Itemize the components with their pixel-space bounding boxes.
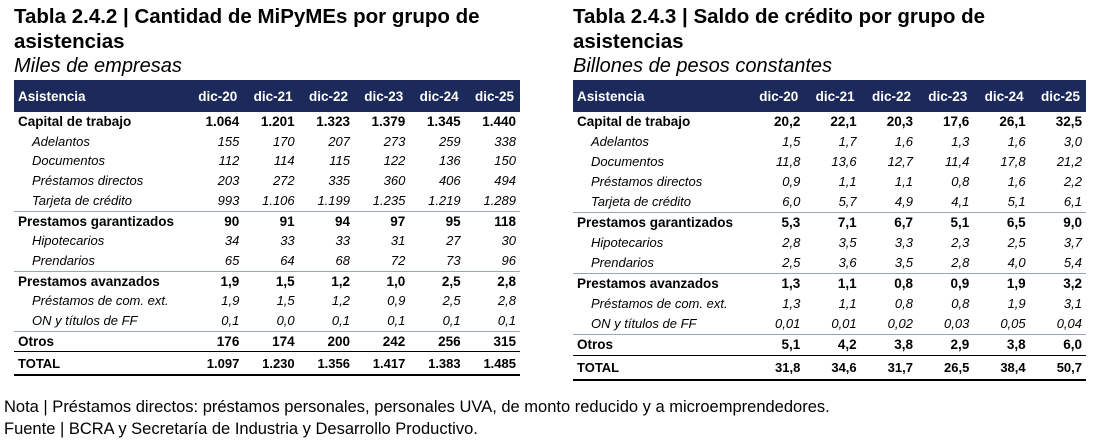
data-table [14, 80, 520, 376]
table-cell: 1,3 [782, 296, 801, 311]
table-cell: 1,1 [838, 296, 857, 311]
table-row [14, 231, 520, 251]
column-header-dic-20: dic-20 [198, 88, 238, 104]
table-cell: 68 [335, 252, 350, 268]
table-cell: 21,2 [1056, 154, 1082, 169]
table-cell: 9,0 [1030, 213, 1086, 234]
table-cell: 1,5 [243, 271, 298, 291]
row-label: Préstamos directos [32, 173, 144, 189]
column-header-dic-20: dic-20 [759, 88, 799, 104]
note-text: Nota | Préstamos directos: préstamos personales, personales UVA, de monto reducido y a microemprendedores. [4, 398, 830, 416]
row-label: Hipotecarios [32, 233, 105, 249]
table-cell: 1.356 [299, 352, 354, 376]
table-cell: 1,1 [894, 174, 913, 189]
table-cell: 0,01 [775, 316, 801, 331]
table-cell: 0,8 [951, 174, 970, 189]
table-cell: 2,8 [465, 271, 520, 291]
table-cell: 494 [494, 173, 516, 189]
table-row [14, 132, 520, 152]
table-cell: 6,1 [1063, 194, 1082, 209]
table-cell: 95 [409, 211, 464, 231]
table-cell: 174 [243, 331, 298, 352]
column-header-dic-25: dic-25 [1040, 88, 1080, 104]
table-cell: 5,1 [917, 213, 973, 234]
table-cell: 2,8 [951, 255, 970, 270]
total-row [573, 356, 1086, 381]
table-cell: 1.064 [205, 114, 240, 129]
table-cell: 3,8 [861, 335, 917, 356]
table-subtitle: Billones de pesos constantes [573, 55, 833, 77]
table-cell: 1.440 [482, 114, 516, 129]
row-label: Préstamos de com. ext. [591, 296, 728, 311]
table-row [573, 172, 1086, 192]
table-cell: 20,2 [774, 114, 801, 129]
table-cell: 0,8 [861, 274, 917, 295]
table-cell: 5,1 [748, 335, 804, 356]
row-label: Otros [14, 331, 188, 352]
table-cell: 1,3 [951, 134, 970, 149]
source-text: Fuente | BCRA y Secretaría de Industria y Desarrollo Productivo. [4, 420, 478, 438]
table-cell: 32,5 [1055, 114, 1082, 129]
table-cell: 31,8 [748, 356, 804, 381]
row-label: Prestamos garantizados [573, 213, 748, 234]
table-cell: 97 [354, 211, 409, 231]
table-cell: 33 [280, 233, 295, 249]
table-cell: 6,0 [1030, 335, 1086, 356]
row-label: ON y títulos de FF [591, 316, 697, 331]
table-row [14, 171, 520, 191]
table-cell: 5,3 [748, 213, 804, 234]
table-cell: 406 [438, 173, 461, 189]
group-row [14, 331, 520, 352]
table-cell: 115 [329, 153, 350, 169]
table-cell: 122 [383, 153, 406, 169]
table-cell: 4,9 [894, 194, 913, 209]
table-cell: 112 [218, 153, 240, 169]
row-label: Tarjeta de crédito [591, 194, 691, 209]
table-cell: 7,1 [804, 213, 860, 234]
table-cell: 17,8 [1000, 154, 1026, 169]
table-cell: 176 [188, 331, 243, 352]
table-title: Tabla 2.4.2 | Cantidad de MiPyMEs por grupo de asistencias [14, 5, 480, 53]
table-cell: 335 [328, 173, 350, 189]
table-cell: 27 [446, 233, 461, 249]
table-cell: 0,8 [894, 296, 913, 311]
table-cell: 1.345 [426, 114, 461, 129]
table-row [14, 251, 520, 271]
table-cell: 33 [335, 233, 350, 249]
table-cell: 993 [217, 192, 240, 208]
table-cell: 4,1 [951, 194, 970, 209]
table-cell: 136 [438, 153, 461, 169]
column-header-dic-21: dic-21 [253, 88, 293, 104]
column-header-dic-24: dic-24 [984, 88, 1024, 104]
table-cell: 1.383 [409, 352, 464, 376]
table-cell: 0,01 [831, 316, 857, 331]
table-cell: 259 [438, 133, 461, 149]
row-label: Prestamos avanzados [14, 271, 188, 291]
table-cell: 0,1 [331, 313, 350, 329]
table-cell: 2,5 [782, 255, 801, 270]
table-cell: 2,3 [951, 235, 970, 250]
table-cell: 1.230 [243, 352, 298, 376]
row-label: ON y títulos de FF [32, 313, 138, 329]
table-cell: 11,8 [775, 154, 801, 169]
table-cell: 273 [383, 133, 406, 149]
column-header-asistencia: Asistencia [18, 88, 86, 104]
table-cell: 118 [465, 211, 520, 231]
table-cell: 2,8 [497, 293, 516, 309]
table-cell: 50,7 [1030, 356, 1086, 381]
group-row [573, 274, 1086, 295]
row-label: Capital de trabajo [18, 114, 132, 129]
table-cell: 11,4 [944, 154, 970, 169]
table-cell: 1,7 [838, 134, 857, 149]
row-label: Préstamos directos [591, 174, 703, 189]
table-cell: 5,1 [1007, 194, 1026, 209]
table-cell: 200 [299, 331, 354, 352]
table-cell: 1,0 [354, 271, 409, 291]
table-cell: 34 [224, 233, 240, 249]
table-row [573, 192, 1086, 213]
table-cell: 0,1 [221, 313, 240, 329]
table-cell: 38,4 [973, 356, 1029, 381]
table-cell: 2,5 [442, 293, 461, 309]
table-cell: 1,1 [804, 274, 860, 295]
table-cell: 114 [273, 153, 295, 169]
table-cell: 155 [217, 133, 240, 149]
table-cell: 26,1 [999, 114, 1026, 129]
table-cell: 3,7 [1063, 235, 1082, 250]
table-cell: 1,9 [973, 274, 1029, 295]
table-cell: 3,2 [1030, 274, 1086, 295]
table-cell: 256 [409, 331, 464, 352]
table-cell: 0,02 [887, 316, 913, 331]
table-cell: 2,8 [782, 235, 801, 250]
table-cell: 5,7 [838, 194, 857, 209]
table-cell: 17,6 [943, 114, 970, 129]
table-cell: 0,1 [497, 313, 516, 329]
group-row [14, 211, 520, 231]
table-cell: 242 [354, 331, 409, 352]
group-row [573, 112, 1086, 132]
table-cell: 338 [494, 133, 516, 149]
table-cell: 3,3 [894, 235, 913, 250]
table-cell: 1.485 [465, 352, 520, 376]
row-label: Préstamos de com. ext. [32, 293, 169, 309]
table-cell: 1,6 [1007, 174, 1026, 189]
table-cell: 64 [280, 252, 295, 268]
table-subtitle: Miles de empresas [14, 55, 182, 77]
table-cell: 0,8 [951, 296, 970, 311]
table-cell: 96 [501, 252, 516, 268]
table-cell: 5,4 [1063, 255, 1082, 270]
table-cell: 91 [243, 211, 298, 231]
row-label: Documentos [32, 153, 105, 169]
row-label: TOTAL [14, 352, 188, 376]
row-label: Prendarios [591, 255, 654, 270]
table-cell: 0,9 [782, 174, 801, 189]
group-row [573, 335, 1086, 356]
group-row [573, 213, 1086, 234]
table-cell: 72 [390, 252, 406, 268]
table-cell: 12,7 [887, 154, 913, 169]
table-cell: 170 [272, 133, 295, 149]
table-cell: 0,0 [276, 313, 295, 329]
table-cell: 0,1 [442, 313, 461, 329]
table-cell: 1.235 [372, 192, 406, 208]
table-cell: 272 [272, 173, 295, 189]
table-cell: 1,5 [276, 293, 295, 309]
group-row [14, 271, 520, 291]
table-cell: 0,9 [917, 274, 973, 295]
table-cell: 1.201 [260, 114, 295, 129]
table-row [573, 314, 1086, 335]
table-cell: 65 [224, 252, 240, 268]
row-label: Hipotecarios [591, 235, 664, 250]
table-cell: 31,7 [861, 356, 917, 381]
table-cell: 1.323 [316, 114, 350, 129]
row-label: Tarjeta de crédito [32, 192, 132, 208]
column-header-asistencia: Asistencia [577, 88, 645, 104]
table-cell: 1.379 [371, 114, 406, 129]
table-cell: 1,6 [1007, 134, 1026, 149]
table-cell: 6,0 [782, 194, 801, 209]
table-cell: 6,7 [861, 213, 917, 234]
table-row [573, 253, 1086, 274]
table-cell: 0,05 [1000, 316, 1026, 331]
table-cell: 2,5 [1007, 235, 1026, 250]
table-cell: 0,03 [944, 316, 970, 331]
table-cell: 22,1 [830, 114, 857, 129]
row-label: Otros [573, 335, 748, 356]
column-header-dic-25: dic-25 [474, 88, 514, 104]
table-cell: 1.097 [188, 352, 243, 376]
table-cell: 3,1 [1063, 296, 1082, 311]
table-cell: 1,5 [782, 134, 801, 149]
row-label: Documentos [591, 154, 664, 169]
footnotes [4, 396, 830, 440]
table-cell: 90 [188, 211, 243, 231]
row-label: Capital de trabajo [577, 114, 691, 129]
table-row [573, 132, 1086, 152]
table-cell: 1,1 [838, 174, 857, 189]
table-cell: 3,8 [973, 335, 1029, 356]
table-row [14, 311, 520, 331]
table-panel-mipymes [14, 4, 520, 376]
table-panel-saldo-credito [573, 4, 1086, 381]
table-cell: 150 [494, 153, 516, 169]
table-cell: 2,5 [409, 271, 464, 291]
table-cell: 30 [501, 233, 516, 249]
table-row [573, 152, 1086, 172]
table-cell: 13,6 [831, 154, 857, 169]
table-row [14, 291, 520, 311]
table-cell: 3,5 [838, 235, 857, 250]
total-row [14, 352, 520, 376]
table-cell: 1,9 [1007, 296, 1026, 311]
header-row [573, 80, 1086, 112]
table-row [573, 233, 1086, 253]
table-cell: 0,04 [1056, 316, 1082, 331]
table-cell: 20,3 [886, 114, 913, 129]
table-cell: 207 [328, 133, 350, 149]
table-cell: 1.289 [483, 192, 516, 208]
header-row [14, 80, 520, 112]
row-label: Prestamos garantizados [14, 211, 188, 231]
table-cell: 3,6 [838, 255, 857, 270]
row-label: TOTAL [573, 356, 748, 381]
table-cell: 31 [390, 233, 406, 249]
table-cell: 3,0 [1063, 134, 1082, 149]
table-title: Tabla 2.4.3 | Saldo de crédito por grupo de asistencias [573, 5, 986, 53]
data-table [573, 80, 1086, 381]
table-cell: 0,9 [387, 293, 406, 309]
column-header-dic-21: dic-21 [815, 88, 855, 104]
table-cell: 315 [465, 331, 520, 352]
table-cell: 2,2 [1063, 174, 1082, 189]
table-cell: 1,2 [299, 271, 354, 291]
column-header-dic-22: dic-22 [871, 88, 911, 104]
row-label: Adelantos [32, 133, 90, 149]
group-row [14, 112, 520, 132]
row-label: Adelantos [591, 134, 649, 149]
table-cell: 1.219 [428, 192, 461, 208]
table-cell: 203 [217, 173, 240, 189]
table-cell: 1.417 [354, 352, 409, 376]
row-label: Prendarios [32, 252, 95, 268]
table-row [573, 294, 1086, 314]
column-header-dic-24: dic-24 [419, 88, 459, 104]
table-row [14, 191, 520, 211]
column-header-dic-22: dic-22 [308, 88, 348, 104]
table-cell: 360 [383, 173, 406, 189]
table-cell: 1.199 [317, 192, 350, 208]
table-cell: 26,5 [917, 356, 973, 381]
column-header-dic-23: dic-23 [364, 88, 404, 104]
table-cell: 2,9 [917, 335, 973, 356]
table-cell: 4,0 [1007, 255, 1026, 270]
table-cell: 73 [446, 252, 461, 268]
table-cell: 1,2 [331, 293, 350, 309]
table-cell: 6,5 [973, 213, 1029, 234]
table-cell: 0,1 [387, 313, 406, 329]
table-cell: 1.106 [262, 192, 295, 208]
row-label: Prestamos avanzados [573, 274, 748, 295]
table-row [14, 151, 520, 171]
table-cell: 94 [299, 211, 354, 231]
table-cell: 1,9 [221, 293, 240, 309]
column-header-dic-23: dic-23 [928, 88, 968, 104]
table-cell: 34,6 [804, 356, 860, 381]
table-cell: 1,6 [894, 134, 913, 149]
table-cell: 3,5 [894, 255, 913, 270]
table-cell: 1,3 [748, 274, 804, 295]
table-cell: 4,2 [804, 335, 860, 356]
table-cell: 1,9 [188, 271, 243, 291]
